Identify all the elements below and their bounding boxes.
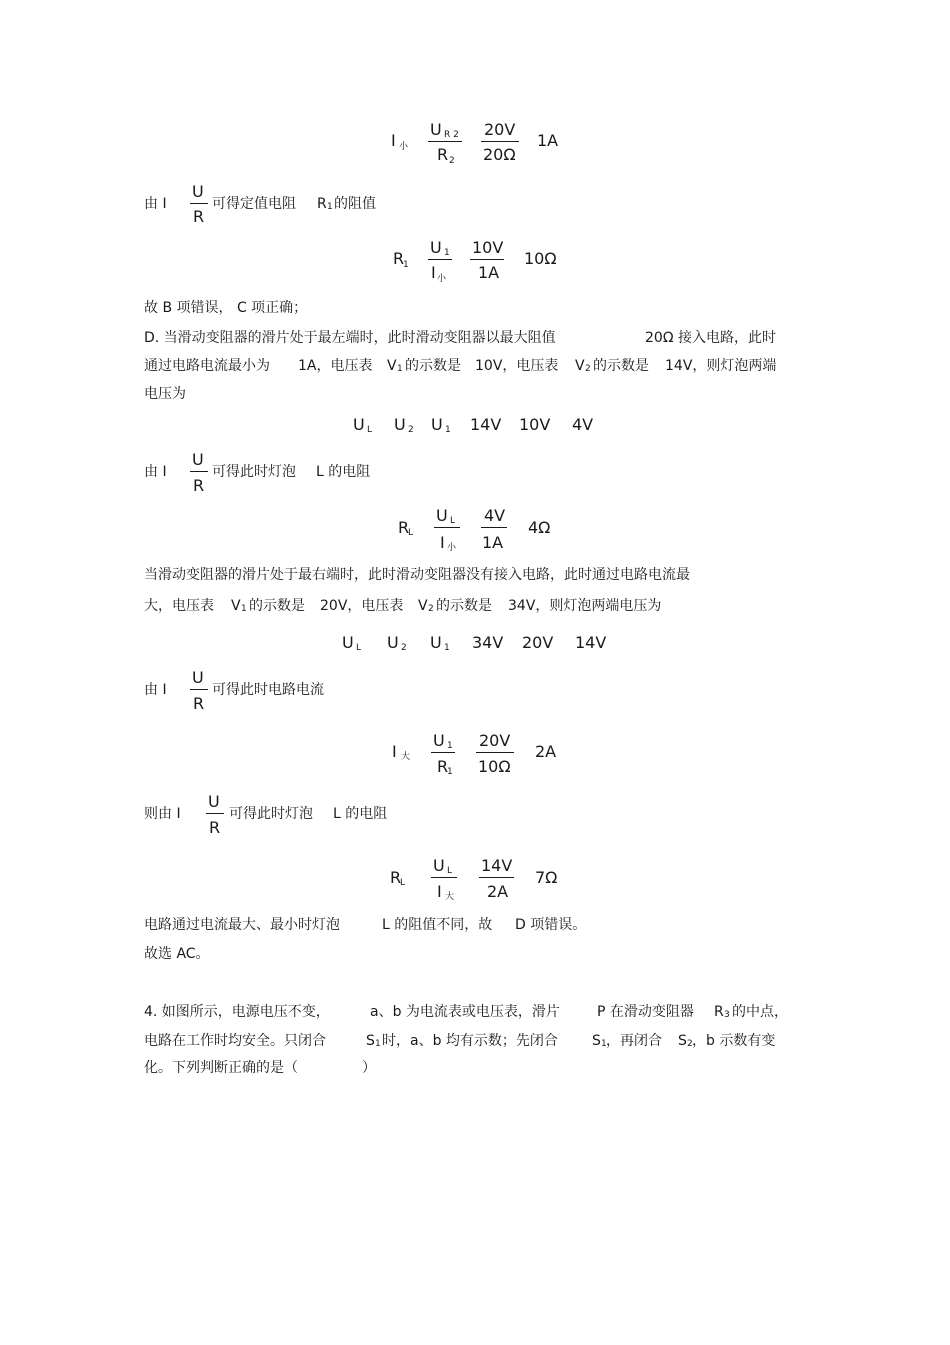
text: V (418, 598, 428, 614)
sub: L (367, 425, 373, 435)
frac-den: R (193, 476, 205, 495)
text: D. 当滑动变阻器的滑片处于最左端时，此时滑动变阻器以最大阻值 (144, 330, 556, 346)
t: 10V (519, 415, 551, 434)
sub: 1 (327, 202, 333, 212)
sub: 2 (687, 1039, 693, 1049)
text: R (317, 196, 327, 212)
eq1-lhs-sub: 小 (399, 142, 409, 152)
text: 的中点， (732, 1004, 788, 1020)
eq1-f1-num: U (430, 120, 442, 139)
sub: 1 (444, 248, 450, 258)
text: S (678, 1033, 687, 1049)
eq1-f1-den: R (437, 145, 449, 164)
sub: 大 (401, 752, 411, 762)
t: I (437, 882, 442, 901)
text: 由 I (144, 464, 167, 480)
text: 由 I (144, 682, 167, 698)
t: 10Ω (478, 757, 511, 776)
sub: 2 (428, 604, 434, 614)
t: U (353, 415, 365, 434)
sub: 2 (408, 425, 414, 435)
sub: L (356, 643, 362, 653)
text: 可得此时灯泡 (212, 464, 296, 480)
text: 故选 AC。 (144, 946, 210, 962)
eq1-result: 1A (537, 131, 559, 150)
text: 电压为 (144, 386, 186, 402)
eq2-f1-num: U (430, 238, 442, 257)
text: D 项错误。 (515, 917, 587, 933)
sub: 1 (241, 604, 247, 614)
t: R (398, 518, 410, 537)
t: 14V (481, 856, 513, 875)
eq2-f1-den: I (431, 263, 436, 282)
text: L 的阻值不同，故 (382, 917, 493, 933)
sub: L (400, 878, 406, 888)
text: V (387, 358, 397, 374)
t: I (392, 742, 397, 761)
text: L 的电阻 (333, 806, 388, 822)
text: 可得此时灯泡 (229, 806, 313, 822)
eq1-f2-num: 20V (484, 120, 516, 139)
eq1-f2-den: 20Ω (483, 145, 516, 164)
t: 7Ω (535, 868, 558, 887)
t: U (436, 506, 448, 525)
text: 的示数是 (593, 358, 649, 374)
text: 的阻值 (334, 196, 376, 212)
text: P 在滑动变阻器 (597, 1004, 694, 1020)
t: 34V (472, 633, 504, 652)
text: 化。下列判断正确的是（ (144, 1060, 298, 1076)
text: 的示数是 (436, 598, 492, 614)
text: R (714, 1004, 724, 1020)
sub: 1 (601, 1039, 607, 1049)
text: 10V，电压表 (475, 358, 559, 374)
text: ，再闭合 (606, 1033, 662, 1049)
t: U (387, 633, 399, 652)
text: V (231, 598, 241, 614)
text: 通过电路电流最小为 (144, 358, 270, 374)
frac-den: R (209, 818, 221, 837)
t: U (342, 633, 354, 652)
text: ） (362, 1060, 376, 1076)
eq1-lhs: I (391, 131, 396, 150)
t: U (430, 633, 442, 652)
frac-num: U (192, 668, 204, 687)
text: 时，a、b 均有示数；先闭合 (382, 1033, 558, 1049)
text: 可得此时电路电流 (212, 682, 324, 698)
text: S (592, 1033, 601, 1049)
sub: 2 (401, 643, 407, 653)
text: 电路通过电流最大、最小时灯泡 (144, 917, 340, 933)
text: 电路在工作时均安全。只闭合 (144, 1033, 326, 1049)
sub: L (450, 516, 456, 526)
text: 的示数是 (405, 358, 461, 374)
sub: 1 (403, 260, 409, 270)
text: 34V，则灯泡两端电压为 (508, 598, 662, 614)
text: 大，电压表 (144, 598, 214, 614)
text: 20V，电压表 (320, 598, 404, 614)
eq1-f1-den-sub: 2 (449, 156, 455, 166)
frac-den: R (193, 694, 205, 713)
t: 14V (470, 415, 502, 434)
t: U (433, 731, 445, 750)
sub: 3 (724, 1010, 730, 1020)
text: 则由 I (144, 806, 181, 822)
text: 的示数是 (249, 598, 305, 614)
frac-num: U (192, 182, 204, 201)
sub: 小 (447, 543, 457, 553)
frac-den: R (193, 207, 205, 226)
text: 由 I (144, 196, 167, 212)
t: 14V (575, 633, 607, 652)
t: 1A (482, 533, 504, 552)
sub: 1 (397, 364, 403, 374)
eq2-f2-den: 1A (478, 263, 500, 282)
text: 当滑动变阻器的滑片处于最右端时，此时滑动变阻器没有接入电路，此时通过电路电流最 (144, 567, 690, 583)
text: 20Ω 接入电路，此时 (645, 330, 776, 346)
t: 20V (522, 633, 554, 652)
sub: 1 (447, 767, 453, 777)
text: 可得定值电阻 (212, 196, 296, 212)
eq2-result: 10Ω (524, 249, 557, 268)
sub: 1 (375, 1039, 381, 1049)
t: U (431, 415, 443, 434)
t: 4V (484, 506, 506, 525)
text: L 的电阻 (316, 464, 371, 480)
t: 4V (572, 415, 594, 434)
sub: 1 (447, 741, 453, 751)
sub: 小 (437, 274, 447, 284)
text: a、b 为电流表或电压表，滑片 (370, 1004, 560, 1020)
sub: 2 (585, 364, 591, 374)
t: I (440, 533, 445, 552)
t: U (433, 856, 445, 875)
text: S (366, 1033, 375, 1049)
t: R (390, 868, 402, 887)
line-bc: 故 B 项错误， C 项正确； (144, 300, 308, 316)
sub: L (447, 866, 453, 876)
sub: 大 (445, 892, 455, 902)
text: 1A，电压表 (298, 358, 373, 374)
text: ，b 示数有变 (692, 1033, 776, 1049)
eq1-f1-num-sub: R 2 (444, 130, 459, 140)
frac-num: U (192, 450, 204, 469)
t: 2A (487, 882, 509, 901)
t: R (437, 757, 449, 776)
text: 14V，则灯泡两端 (665, 358, 777, 374)
eq2-lhs: R (393, 249, 405, 268)
sub: L (408, 528, 414, 538)
text: V (575, 358, 585, 374)
sub: 1 (444, 643, 450, 653)
eq2-f2-num: 10V (472, 238, 504, 257)
t: 20V (479, 731, 511, 750)
text: 4. 如图所示，电源电压不变， (144, 1004, 330, 1020)
sub: 1 (445, 425, 451, 435)
t: 4Ω (528, 518, 551, 537)
t: 2A (535, 742, 557, 761)
frac-num: U (208, 792, 220, 811)
t: U (394, 415, 406, 434)
